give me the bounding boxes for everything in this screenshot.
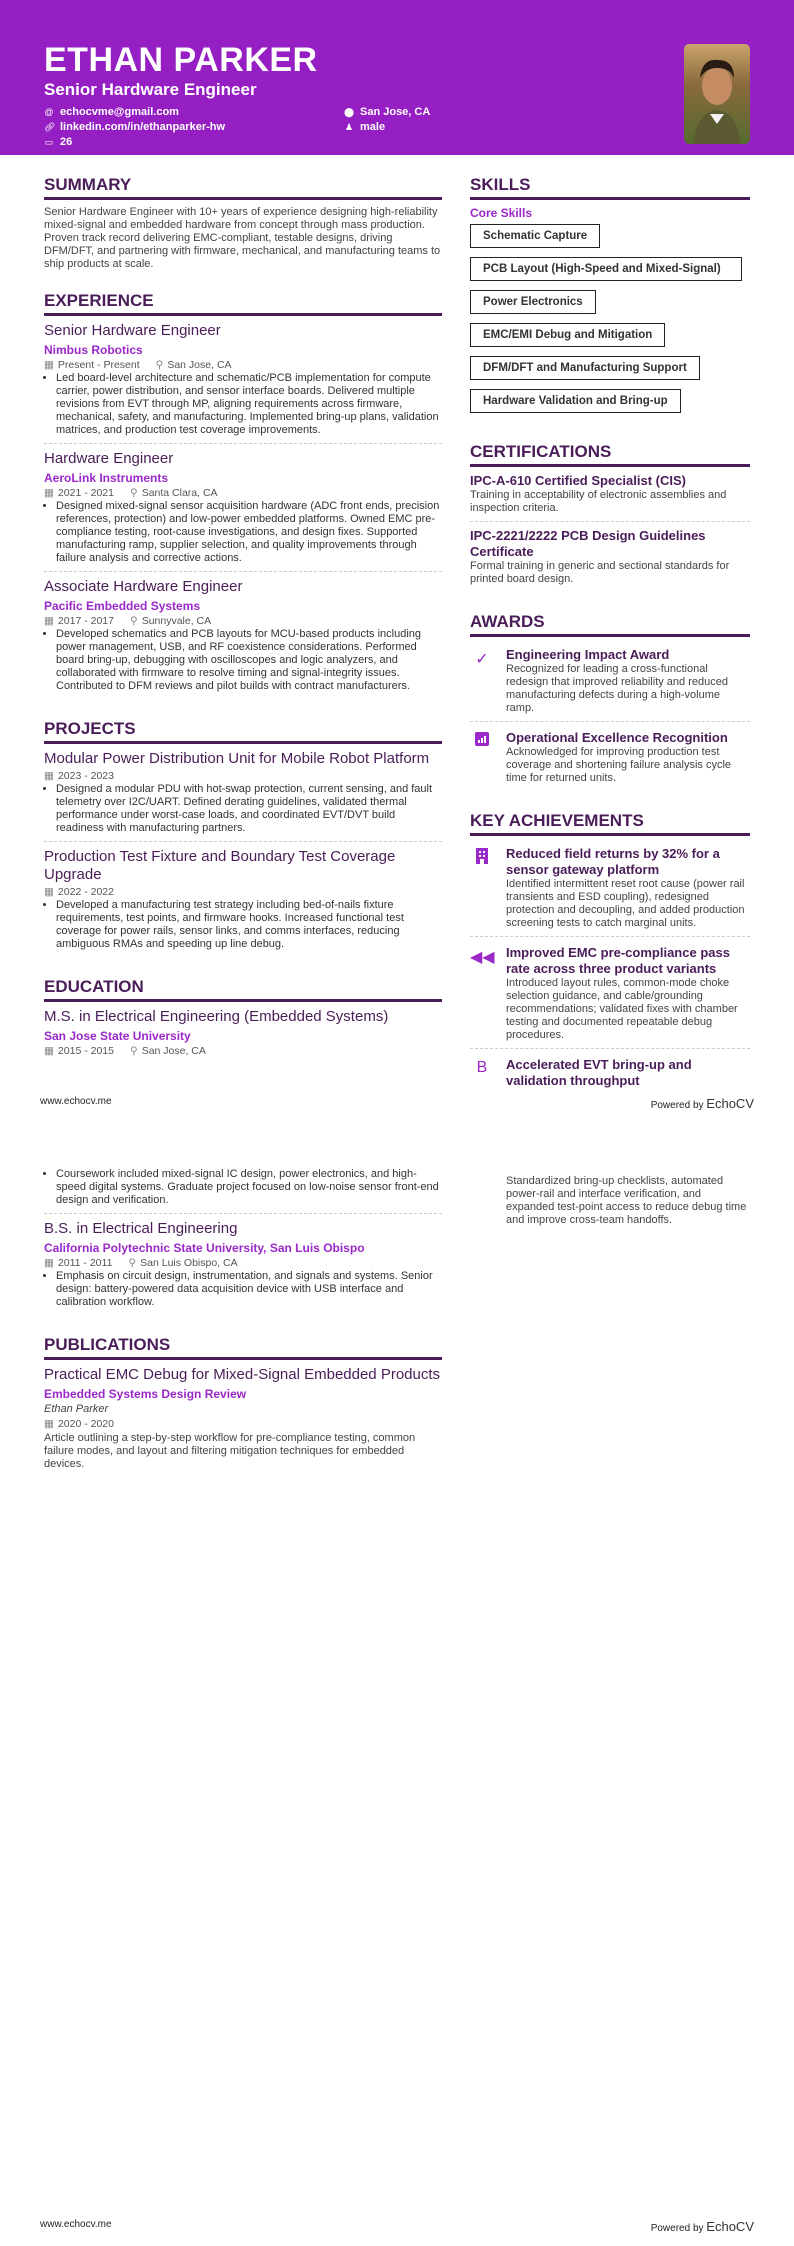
school: San Jose State University	[44, 1029, 191, 1043]
map-pin-icon: ⚲	[129, 487, 138, 499]
school: California Polytechnic State University, San Luis Obispo	[44, 1241, 365, 1255]
candidate-name: ETHAN PARKER	[44, 41, 318, 79]
bullet: • Developed a manufacturing test strategy including bed-of-nails fixture requirements, test points, and firmware hooks. Increased functional test coverage for power rails, sensor links, and comms interfaces, reducing ambiguous RMAs and speeding up line debug.	[56, 899, 442, 951]
skill-chip: EMC/EMI Debug and Mitigation	[470, 323, 665, 347]
achievement-entry: Reduced field returns by 32% for a sensor gateway platform Identified intermittent reset root cause (power rail transients and ESD coupling), redesigned protection and decoupling, and added production screening tests to catch marginal units.	[470, 842, 750, 937]
skill-group: Core Skills	[470, 206, 533, 220]
location: ⬤ San Jose, CA	[344, 106, 431, 118]
project-entry: Production Test Fixture and Boundary Test Coverage Upgrade ▦ 2022 - 2022 • Developed a manufacturing test strategy including bed-of-nails fixture requirements, test points, and firmware hooks. Increased functional test coverage for power rails, sensor links, and comms interfaces, reducing ambiguous RMAs and speeding up line debug.	[44, 848, 442, 957]
person-icon: ♟	[344, 121, 354, 132]
project-title: Production Test Fixture and Boundary Test Coverage Upgrade	[44, 848, 396, 883]
header	[0, 0, 794, 155]
link-icon: 🔗︎	[44, 121, 56, 132]
rewind-icon: ◀◀	[470, 949, 495, 966]
page-footer: www.echocv.me Powered by EchoCV	[40, 1096, 754, 1111]
contact-info	[44, 106, 750, 148]
map-pin-icon: ⬤	[344, 106, 355, 117]
calendar-icon: ▦	[44, 359, 54, 371]
brand-logo: EchoCV	[706, 2219, 754, 2234]
left-column	[44, 1167, 442, 1471]
left-column	[44, 155, 442, 1099]
degree: B.S. in Electrical Engineering	[44, 1220, 238, 1237]
bullet: • Developed schematics and PCB layouts for MCU-based products including power management, USB, and RF coexistence considerations. Performed board bring-up, debugging with oscilloscopes and logic analyzers, and collaborated with firmware to resolve timing and signal-integrity issues. Contributed to DFM reviews and pilot builds with contract manufacturers.	[56, 628, 442, 693]
section-heading-summary: SUMMARY	[44, 175, 442, 200]
candidate-title: Senior Hardware Engineer	[44, 80, 257, 99]
profile-photo	[684, 44, 750, 144]
experience-entry: Senior Hardware Engineer Nimbus Robotics ▦ Present - Present ⚲ San Jose, CA • Led board-level architecture and schematic/PCB implementation for compute carrier, power distribution, and sensor interface boards. Delivered multiple revisions from EVT through MP, aligning requirements across firmware, mechanical, safety, and manufacturing. Implemented bring-up plans, validation matrices, and production test coverage improvements.	[44, 322, 442, 444]
project-title: Modular Power Distribution Unit for Mobile Robot Platform	[44, 750, 430, 767]
calendar-icon: ▦	[44, 1418, 54, 1430]
section-heading-achievements: KEY ACHIEVEMENTS	[470, 811, 750, 836]
calendar-icon: ▦	[44, 487, 54, 499]
footer-url[interactable]: www.echocv.me	[40, 2219, 112, 2230]
section-heading-skills: SKILLS	[470, 175, 750, 200]
map-pin-icon: ⚲	[129, 615, 138, 627]
certification-entry: IPC-2221/2222 PCB Design Guidelines Certificate Formal training in generic and sectional standards for printed board design.	[470, 528, 730, 585]
section-heading-projects: PROJECTS	[44, 719, 442, 744]
education-entry: M.S. in Electrical Engineering (Embedded Systems) San Jose State University ▦ 2015 - 2015 ⚲ San Jose, CA	[44, 1008, 442, 1057]
chart-icon	[470, 730, 494, 785]
calendar-icon: ▭	[44, 136, 54, 147]
education-entry: B.S. in Electrical Engineering California Polytechnic State University, San Luis Obispo ▦ 2011 - 2011 ⚲ San Luis Obispo, CA • Emphasis on circuit design, instrumentation, and signals and systems. Senior design: battery-powered data acquisition device with USB interface and calibration workflow.	[44, 1220, 442, 1315]
right-column	[470, 155, 750, 1099]
gender: ♟ male	[344, 121, 386, 133]
age: ▭ 26	[44, 136, 73, 148]
section-heading-experience: EXPERIENCE	[44, 291, 442, 316]
achievement-text-continued: Standardized bring-up checklists, automated power-rail and interface verification, and expanded test-point access to reduce debug time and improve cross-team handoffs.	[506, 1175, 747, 1226]
building-icon	[470, 846, 494, 930]
section-heading-certifications: CERTIFICATIONS	[470, 442, 750, 467]
publication-title: Practical EMC Debug for Mixed-Signal Embedded Products	[44, 1366, 441, 1383]
letter-b-icon: B	[476, 1059, 488, 1076]
education-entry-continued	[44, 1168, 442, 1214]
bullet: • Coursework included mixed-signal IC design, power electronics, and high-speed digital systems. Graduate project focused on low-noise sensor front-end design and verification.	[56, 1168, 442, 1207]
skill-chip: Schematic Capture	[470, 224, 600, 248]
bullet: • Designed a modular PDU with hot-swap protection, current sensing, and fault telemetry over I2C/UART. Defined derating guidelines, validated thermal performance under worst-case loads, and coordinated EVT/DVT build readiness with manufacturing partners.	[56, 783, 442, 835]
calendar-icon: ▦	[44, 1045, 54, 1057]
at-icon: @	[44, 107, 54, 117]
author: Ethan Parker	[44, 1403, 109, 1415]
skill-chip: DFM/DFT and Manufacturing Support	[470, 356, 700, 380]
bullet: • Led board-level architecture and schematic/PCB implementation for compute carrier, power distribution, and sensor interface boards. Delivered multiple revisions from EVT through MP, aligning requirements across firmware, mechanical, safety, and manufacturing. Implemented bring-up plans, validation matrices, and production test coverage improvements.	[56, 372, 442, 437]
award-entry: ✓ Engineering Impact Award Recognized for leading a cross-functional redesign that improved reliability and reduced manufacturing defects during a high-volume ramp.	[470, 643, 750, 722]
job-title: Senior Hardware Engineer	[44, 322, 221, 339]
job-title: Associate Hardware Engineer	[44, 578, 243, 595]
footer-url[interactable]: www.echocv.me	[40, 1096, 112, 1107]
skill-chip: Hardware Validation and Bring-up	[470, 389, 681, 413]
achievement-entry: ◀◀ Improved EMC pre-compliance pass rate across three product variants Introduced layout rules, common-mode choke selection guidance, and cable/grounding recommendations; validated fixes with chamber testing and documented repeatable debug procedures.	[470, 941, 750, 1049]
experience-entry: Associate Hardware Engineer Pacific Embedded Systems ▦ 2017 - 2017 ⚲ Sunnyvale, CA • Developed schematics and PCB layouts for MCU-based products including power management, USB, and RF coexistence considerations. Performed board bring-up, debugging with oscilloscopes and logic analyzers, and collaborated with firmware to resolve timing and signal-integrity issues. Contributed to DFM reviews and pilot builds with contract manufacturers.	[44, 578, 442, 699]
email[interactable]: @ echocvme@gmail.com	[44, 106, 179, 118]
company: Nimbus Robotics	[44, 343, 143, 357]
project-entry: Modular Power Distribution Unit for Mobile Robot Platform ▦ 2023 - 2023 • Designed a modular PDU with hot-swap protection, current sensing, and fault telemetry over I2C/UART. Defined derating guidelines, validated thermal performance under worst-case loads, and coordinated EVT/DVT build readiness with manufacturing partners.	[44, 750, 442, 842]
linkedin[interactable]: 🔗︎ linkedin.com/in/ethanparker-hw	[44, 121, 226, 133]
map-pin-icon: ⚲	[129, 1045, 138, 1057]
calendar-icon: ▦	[44, 1257, 54, 1269]
check-icon: ✓	[475, 651, 489, 668]
certification-entry: IPC-A-610 Certified Specialist (CIS) Training in acceptability of electronic assemblies and inspection criteria.	[470, 473, 750, 522]
skill-chip: Power Electronics	[470, 290, 596, 314]
brand-logo: EchoCV	[706, 1096, 754, 1111]
summary-text: Senior Hardware Engineer with 10+ years of experience designing high-reliability mixed-signal and embedded hardware from concept through mass production. Proven track record delivering EMC-compliant, testable designs, driving DFM/DFT, and partnering with firmware, mechanical, and manufacturing teams to ship products at scale.	[44, 206, 441, 270]
job-title: Hardware Engineer	[44, 450, 174, 467]
calendar-icon: ▦	[44, 886, 54, 898]
achievement-entry: B Accelerated EVT bring-up and validation throughput	[470, 1053, 750, 1095]
page-footer: www.echocv.me Powered by EchoCV	[40, 2219, 754, 2234]
skill-chip: PCB Layout (High-Speed and Mixed-Signal)	[470, 257, 742, 281]
publication-entry: Practical EMC Debug for Mixed-Signal Embedded Products Embedded Systems Design Review Ethan Parker ▦ 2020 - 2020 Article outlining a step-by-step workflow for pre-compliance testing, common failure modes, and layout and filtering mitigation techniques for embedded devices.	[44, 1366, 441, 1470]
map-pin-icon: ⚲	[155, 359, 164, 371]
experience-entry: Hardware Engineer AeroLink Instruments ▦ 2021 - 2021 ⚲ Santa Clara, CA • Designed mixed-signal sensor acquisition hardware (ADC front ends, precision references, protection) and low-power embedded platforms. Owned EMC pre-compliance testing, root-cause investigations, and design fixes. Supported manufacturing ramp, supplier selection, and quality improvements through failure analysis and corrective actions.	[44, 450, 442, 572]
right-column	[470, 1167, 750, 1471]
publisher: Embedded Systems Design Review	[44, 1387, 247, 1401]
section-heading-education: EDUCATION	[44, 977, 442, 1002]
skill-list	[470, 224, 750, 422]
section-heading-publications: PUBLICATIONS	[44, 1335, 442, 1360]
bullet: • Designed mixed-signal sensor acquisition hardware (ADC front ends, precision references, protection) and low-power embedded platforms. Owned EMC pre-compliance testing, root-cause investigations, and design fixes. Supported manufacturing ramp, supplier selection, and quality improvements through failure analysis and corrective actions.	[56, 500, 442, 565]
bullet: • Emphasis on circuit design, instrumentation, and signals and systems. Senior design: battery-powered data acquisition device with USB interface and calibration workflow.	[56, 1270, 442, 1309]
degree: M.S. in Electrical Engineering (Embedded Systems)	[44, 1008, 389, 1025]
map-pin-icon: ⚲	[128, 1257, 137, 1269]
company: Pacific Embedded Systems	[44, 599, 201, 613]
resume-page-2	[0, 1123, 794, 2246]
calendar-icon: ▦	[44, 615, 54, 627]
award-entry: Operational Excellence Recognition Acknowledged for improving production test coverage and shortening failure analysis cycle time for returned units.	[470, 726, 750, 791]
calendar-icon: ▦	[44, 770, 54, 782]
section-heading-awards: AWARDS	[470, 612, 750, 637]
company: AeroLink Instruments	[44, 471, 169, 485]
